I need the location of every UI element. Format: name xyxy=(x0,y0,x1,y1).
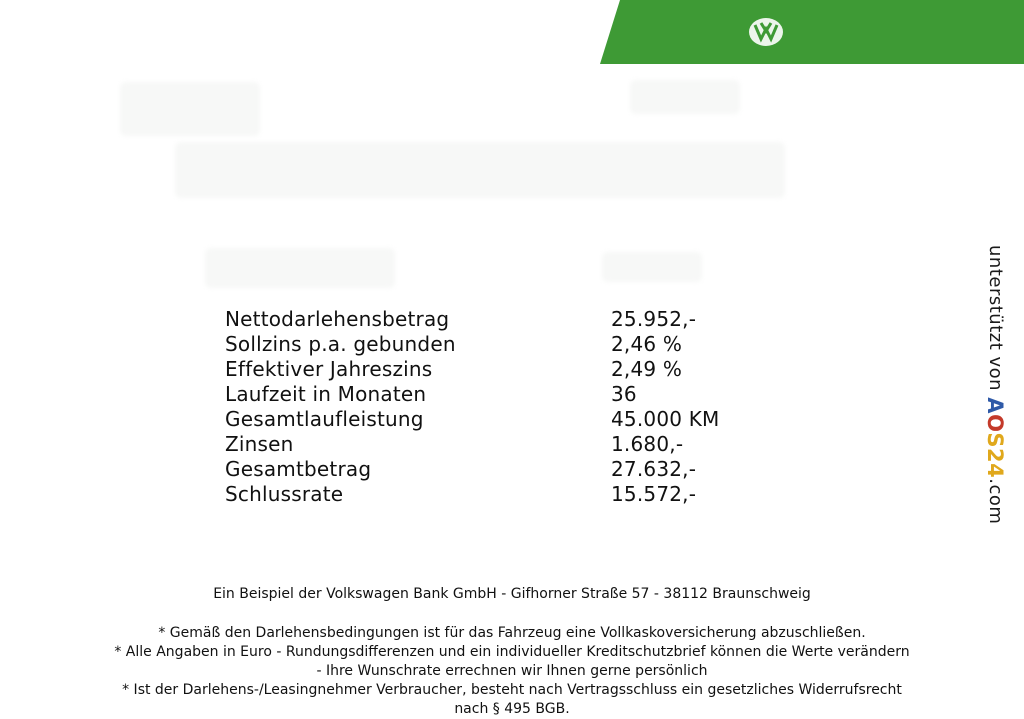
vw-logo-icon xyxy=(747,16,785,48)
footnote-withdrawal-cont: nach § 495 BGB. xyxy=(454,701,570,717)
powered-by-text xyxy=(983,245,1007,524)
finance-row xyxy=(225,382,785,407)
finance-row xyxy=(225,457,785,482)
finance-label: Gesamtbetrag xyxy=(225,457,372,481)
faded-block xyxy=(120,82,260,136)
finance-value: 2,49 % xyxy=(611,357,683,381)
finance-label: Zinsen xyxy=(225,432,294,456)
finance-value: 1.680,- xyxy=(611,432,684,456)
powered-by-prefix: unterstützt von xyxy=(985,245,1006,392)
finance-row xyxy=(225,357,785,382)
finance-row xyxy=(225,432,785,457)
brand-number: 24 xyxy=(983,448,1007,479)
footnote-insurance: * Gemäß den Darlehensbedingungen ist für das Fahrzeug eine Vollkaskoversicherung abzuschließen. xyxy=(158,625,866,641)
footnote-withdrawal: * Ist der Darlehens-/Leasingnehmer Verbraucher, besteht nach Vertragsschluss ein gesetzliches Widerrufsrecht xyxy=(122,682,902,698)
footnotes xyxy=(0,624,1024,719)
finance-row xyxy=(225,407,785,432)
finance-label: Gesamtlaufleistung xyxy=(225,407,424,431)
finance-label: Schlussrate xyxy=(225,482,344,506)
lender-info xyxy=(0,585,1024,604)
finance-row xyxy=(225,332,785,357)
finance-value: 45.000 KM xyxy=(611,407,720,431)
financing-table xyxy=(225,307,785,507)
faded-block xyxy=(602,252,702,282)
faded-block xyxy=(205,248,395,288)
finance-label: Sollzins p.a. gebunden xyxy=(225,332,456,356)
finance-value: 25.952,- xyxy=(611,307,697,331)
finance-value: 2,46 % xyxy=(611,332,683,356)
brand-letter: A xyxy=(983,397,1007,415)
finance-label: Effektiver Jahreszins xyxy=(225,357,433,381)
finance-label: Laufzeit in Monaten xyxy=(225,382,427,406)
finance-value: 36 xyxy=(611,382,637,406)
brand-letter: S xyxy=(983,432,1007,449)
faded-block xyxy=(175,142,785,198)
lender-text: Ein Beispiel der Volkswagen Bank GmbH - Gifhorner Straße 57 - 38112 Braunschweig xyxy=(213,586,811,602)
finance-row xyxy=(225,307,785,332)
footnote-amounts: * Alle Angaben in Euro - Rundungsdifferenzen und ein individueller Kreditschutzbrief können die Werte verändern xyxy=(114,644,910,660)
finance-label: Nettodarlehensbetrag xyxy=(225,307,450,331)
aos24-brand xyxy=(983,397,1007,478)
footnote-amounts-cont: - Ihre Wunschrate errechnen wir Ihnen gerne persönlich xyxy=(316,663,708,679)
finance-value: 15.572,- xyxy=(611,482,697,506)
header-banner xyxy=(600,0,1024,64)
brand-letter: O xyxy=(983,414,1007,433)
faded-block xyxy=(630,80,740,114)
finance-value: 27.632,- xyxy=(611,457,697,481)
finance-row xyxy=(225,482,785,507)
powered-by-suffix: .com xyxy=(985,478,1006,525)
